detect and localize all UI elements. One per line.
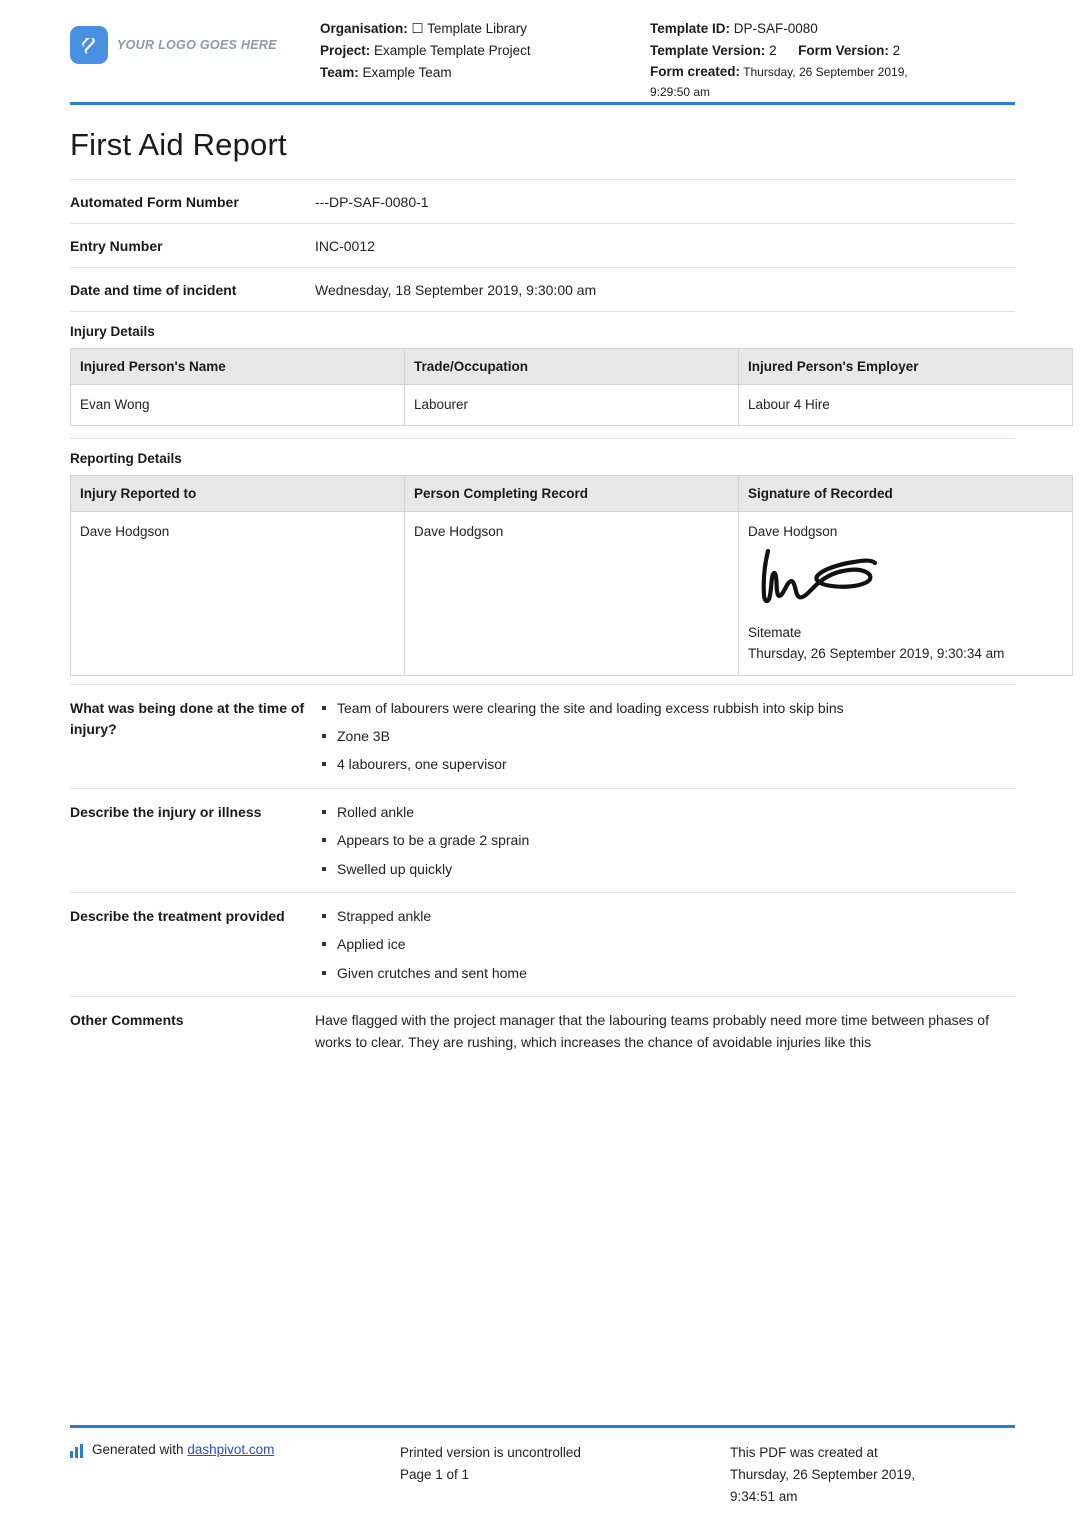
logo-block [70,18,320,64]
question-row-describe-injury-or-illness [70,788,1015,892]
header-form-created-value: Thursday, 26 September 2019, [743,64,908,79]
footer-generated-prefix: Generated with [92,1442,184,1458]
footer-generated-with [70,1442,400,1508]
footer-print-status [400,1442,730,1508]
list-item: 4 labourers, one supervisor [337,754,1015,775]
question-label: What was being done at the time of injury? [70,699,305,737]
header-form-version-value: 2 [892,42,901,58]
column-header-person-completing-record: Person Completing Record [405,476,739,512]
bullet-list [315,906,1015,984]
list-item: Rolled ankle [337,802,1015,830]
table-row [71,512,1073,675]
sitemate-swirl-logo-icon [70,26,108,64]
field-value: INC-0012 [315,238,375,254]
cell-injured-person-name: Evan Wong [71,385,405,426]
column-header-trade-occupation: Trade/Occupation [405,349,739,385]
table-header-row [71,349,1073,385]
table-header-row [71,476,1073,512]
footer-created-date: Thursday, 26 September 2019, [730,1467,916,1483]
section-title-injury-details: Injury Details [70,311,1015,339]
header-template-id-label: Template ID: [650,21,731,36]
cell-injured-person-employer: Labour 4 Hire [739,385,1073,426]
footer-columns [70,1442,1015,1508]
question-answer [315,802,1015,880]
page-title: First Aid Report [70,127,287,162]
cell-person-completing-record: Dave Hodgson [405,512,739,675]
handwritten-signature-icon [748,547,1063,615]
field-label: Entry Number [70,238,163,254]
signature-source: Sitemate [748,624,802,640]
bullet-list [315,802,1015,880]
question-label: Describe the injury or illness [70,803,262,820]
bar-chart-icon [70,1444,85,1458]
question-answer [315,906,1015,984]
field-row-automated-form-number [70,179,1015,223]
field-label: Automated Form Number [70,194,239,210]
header-organisation-line [320,18,650,40]
document-header [70,0,1015,99]
reporting-details-table [70,475,1073,675]
footer-created-time: 9:34:51 am [730,1489,798,1505]
header-template-version-value: 2 [769,42,777,58]
header-template-id-line [650,18,1015,40]
header-template-id-value: DP-SAF-0080 [733,21,818,36]
footer-created-label: This PDF was created at [730,1445,878,1461]
header-form-created-time: 9:29:50 am [650,84,711,99]
header-template-details [650,18,1015,101]
question-answer [315,698,1015,776]
header-form-version-label: Form Version: [798,42,889,58]
document-footer [70,1425,1015,1508]
footer-page-number: Page 1 of 1 [400,1467,470,1483]
field-row-date-time-of-incident [70,267,1015,311]
header-team-value: Example Team [362,64,452,80]
column-header-injured-person-employer: Injured Person's Employer [739,349,1073,385]
list-item: Given crutches and sent home [337,963,1015,984]
question-row-other-comments [70,996,1015,1065]
header-organisation-label: Organisation: [320,21,408,36]
logo-placeholder-text: YOUR LOGO GOES HERE [117,38,277,52]
footer-divider [70,1425,1015,1428]
list-item: Appears to be a grade 2 sprain [337,830,1015,858]
signature-name: Dave Hodgson [748,524,838,540]
column-header-injury-reported-to: Injury Reported to [71,476,405,512]
cell-trade-occupation: Labourer [405,385,739,426]
header-divider [70,102,1015,105]
list-item: Zone 3B [337,726,1015,754]
question-label: Other Comments [70,1012,184,1029]
column-header-injured-person-name: Injured Person's Name [71,349,405,385]
injury-details-table [70,348,1073,426]
section-title-reporting-details: Reporting Details [70,438,1015,466]
header-form-created-label: Form created: [650,63,741,79]
header-version-line [650,40,1015,62]
list-item: Swelled up quickly [337,859,1015,880]
bullet-list [315,698,1015,776]
cell-signature [739,512,1073,675]
header-project-line [320,40,650,62]
list-item: Strapped ankle [337,906,1015,934]
footer-pdf-created [730,1442,1015,1508]
cell-injury-reported-to: Dave Hodgson [71,512,405,675]
field-value: Wednesday, 18 September 2019, 9:30:00 am [315,282,597,298]
list-item: Applied ice [337,934,1015,962]
header-form-created-line [650,62,1015,83]
header-project-label: Project: [320,42,371,58]
header-project-value: Example Template Project [374,42,531,58]
question-row-what-was-being-done [70,684,1015,788]
footer-printed-uncontrolled: Printed version is uncontrolled [400,1445,581,1461]
table-row [71,385,1073,426]
question-answer [315,1010,1015,1053]
dashpivot-link[interactable]: dashpivot.com [187,1442,275,1458]
column-header-signature-of-recorded: Signature of Recorded [739,476,1073,512]
header-team-line [320,62,650,84]
header-organisation-value: ☐ Template Library [411,21,527,36]
question-row-describe-treatment-provided [70,892,1015,996]
signature-timestamp: Thursday, 26 September 2019, 9:30:34 am [748,645,1005,661]
header-template-version-label: Template Version: [650,42,766,58]
header-org-details [320,18,650,84]
question-label: Describe the treatment provided [70,908,285,925]
list-item: Team of labourers were clearing the site and loading excess rubbish into skip bins [337,698,1015,726]
other-comments-text: Have flagged with the project manager that the labouring teams probably need more time between phases of works to clear. They are rushing, which increases the chance of avoidable injuries like this [315,1012,989,1050]
field-label: Date and time of incident [70,282,237,298]
field-row-entry-number [70,223,1015,267]
header-team-label: Team: [320,64,359,80]
field-value: ---DP-SAF-0080-1 [315,194,429,210]
